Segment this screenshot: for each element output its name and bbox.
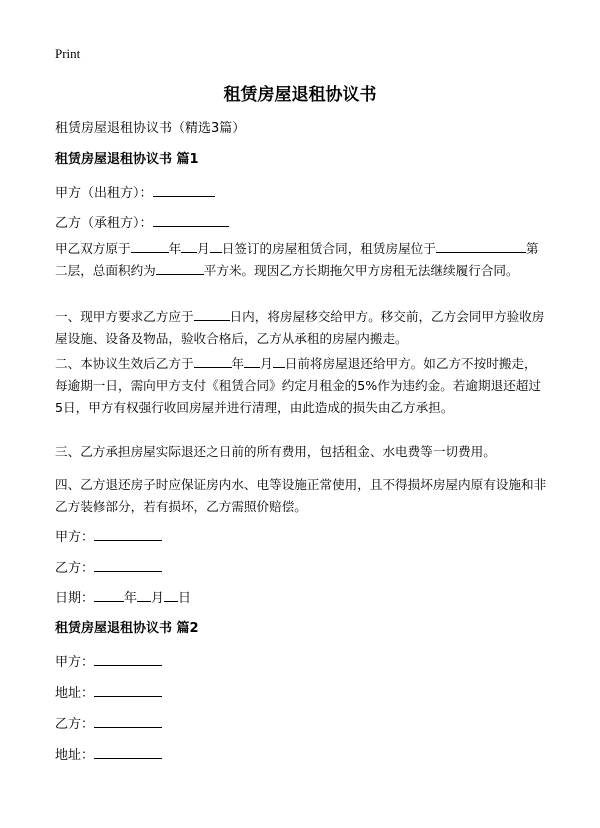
- party-b-label: 乙方（承租方）：: [55, 216, 153, 231]
- clause-4: 四、乙方退还房子时应保证房内水、电等设施正常使用，且不得损坏房屋内原有设施和非乙方装修部分，若有损坏，乙方需照价赔偿。: [55, 477, 547, 514]
- a2-party-a-label: 甲方：: [55, 655, 95, 670]
- sign-b-blank: [94, 557, 162, 572]
- date-line: 日期： 年 月 日: [55, 587, 191, 609]
- a2-party-b-line: [55, 713, 162, 735]
- party-a-label: 甲方（出租方）：: [55, 186, 153, 201]
- sign-b-label: 乙方：: [55, 561, 95, 576]
- intro-paragraph: 甲乙双方原于 年 月 日签订的房屋租赁合同，租赁房屋位于 第二层，总面积约为 平方米。现因乙方长期拖欠甲方房租无法继续履行合同。: [55, 238, 548, 282]
- a2-address-a-line: [55, 682, 162, 704]
- a2-party-b-blank: [94, 713, 162, 728]
- party-b-line: [55, 212, 229, 234]
- a2-party-b-label: 乙方：: [55, 717, 95, 732]
- document-subtitle: 租赁房屋退租协议书（精选3篇）: [55, 121, 246, 136]
- clause-1: 一、现甲方要求乙方应于 日内，将房屋移交给甲方。移交前，乙方会同甲方验收房屋设施、设备及物品，验收合格后，乙方从承租的房屋内搬走。: [55, 306, 548, 350]
- a2-party-a-line: [55, 651, 162, 673]
- clause-3: 三、乙方承担房屋实际退还之日前的所有费用，包括租金、水电费等一切费用。: [55, 444, 496, 459]
- sign-a-blank: [94, 526, 162, 541]
- sign-a-line: [55, 526, 162, 548]
- a2-address-b-line: [55, 744, 162, 766]
- a2-address-a-blank: [94, 682, 162, 697]
- party-a-line: [55, 182, 215, 204]
- a2-address-a-label: 地址：: [55, 686, 95, 701]
- document-title: 租赁房屋退租协议书: [223, 85, 377, 105]
- clause-2: 二、本协议生效后乙方于 年 月 日前将房屋退还给甲方。如乙方不按时搬走，每逾期一日，需向甲方支付《租赁合同》约定月租金的5%作为违约金。若逾期退还超过5日，甲方有权强行收回房屋并进行清理，由此造成的损失由乙方承担。: [55, 353, 548, 419]
- a2-party-a-blank: [94, 651, 162, 666]
- article1-heading: 租赁房屋退租协议书 篇1: [55, 152, 199, 167]
- date-label: 日期：: [55, 591, 95, 606]
- sign-b-line: [55, 557, 162, 579]
- party-a-blank: [153, 182, 215, 197]
- article2-heading: 租赁房屋退租协议书 篇2: [55, 621, 199, 636]
- sign-a-label: 甲方：: [55, 530, 95, 545]
- print-link[interactable]: Print: [55, 46, 81, 61]
- a2-address-b-label: 地址：: [55, 748, 95, 763]
- a2-address-b-blank: [94, 744, 162, 759]
- party-b-blank: [153, 212, 229, 227]
